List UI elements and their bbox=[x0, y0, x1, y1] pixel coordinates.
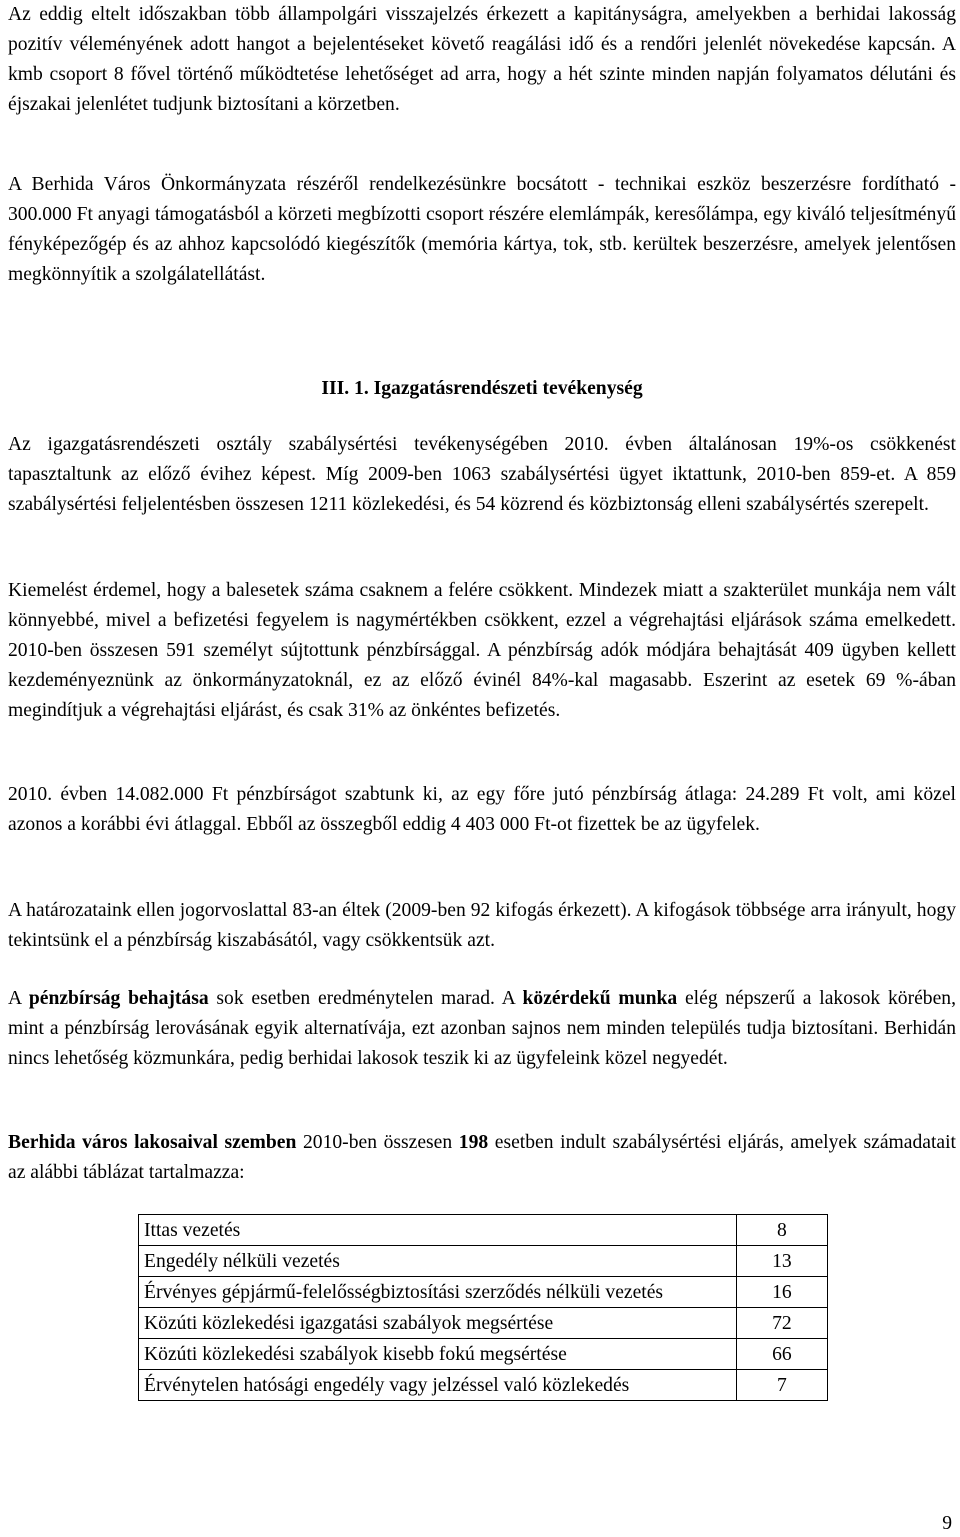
p8-bold-count: 198 bbox=[458, 1132, 489, 1153]
table-cell-label: Ittas vezetés bbox=[139, 1215, 737, 1246]
table-cell-label: Közúti közlekedési szabályok kisebb fokú megsértése bbox=[139, 1339, 737, 1370]
p7-bold-public-work: közérdekű munka bbox=[522, 988, 678, 1009]
paragraph-fine-totals: 2010. évben 14.082.000 Ft pénzbírságot szabtunk ki, az egy főre jutó pénzbírság átlaga: 24.289 Ft volt, ami közel azonos a korábbi évi átlaggal. Ebből az összegből eddig 4 403 000 Ft-ot fizettek be az ügyfelek. bbox=[8, 784, 956, 835]
table-row bbox=[139, 1277, 828, 1308]
table-cell-value: 66 bbox=[736, 1339, 827, 1370]
p8-bold-berhida: Berhida város lakosaival szemben bbox=[8, 1132, 297, 1153]
paragraph-fine-collection bbox=[8, 984, 956, 1074]
paragraph-appeals: A határozataink ellen jogorvoslattal 83-an éltek (2009-ben 92 kifogás érkezett). A kifogások többsége arra irányult, hogy tekintsünk el a pénzbírság kiszabásától, vagy csökkentsük azt. bbox=[8, 900, 956, 951]
page-number: 9 bbox=[942, 1513, 952, 1534]
p7-text-2: sok esetben eredménytelen marad. A bbox=[208, 988, 523, 1009]
table-cell-value: 7 bbox=[736, 1370, 827, 1401]
paragraph-offense-statistics: Az igazgatásrendészeti osztály szabálysértési tevékenységében 2010. évben általánosan 19%-os csökkenést tapasztaltunk az előző évihez képest. Míg 2009-ben 1063 szabálysértési ügyet iktattunk, 2010-ben 859-et. A 859 szabálysértési feljelentésben összesen 1211 közlekedési, és 54 közrend és közbiztonság elleni szabálysértés szerepelt. bbox=[8, 434, 956, 515]
table-cell-label: Engedély nélküli vezetés bbox=[139, 1246, 737, 1277]
table-cell-label: Érvénytelen hatósági engedély vagy jelzéssel való közlekedés bbox=[139, 1370, 737, 1401]
offense-table bbox=[138, 1214, 828, 1401]
p7-bold-fine-collection: pénzbírság behajtása bbox=[28, 988, 209, 1009]
p8-text-1: 2010-ben összesen bbox=[296, 1132, 459, 1153]
paragraph-kmb-presence: Az eddig eltelt időszakban több állampolgári visszajelzés érkezett a kapitányságra, amelyekben a berhidai lakosság pozitív véleményének adott hangot a bejelentéseket követő reagálási idő és a rendőri jelenlét növekedése kapcsán. A kmb csoport 8 fővel történő működtetése lehetőséget ad arra, hogy a hét szinte minden napján folyamatos délutáni és éjszakai jelenlétet tudjunk biztosítani a körzetben. bbox=[8, 4, 956, 115]
table-row bbox=[139, 1308, 828, 1339]
table-cell-value: 16 bbox=[736, 1277, 827, 1308]
table-cell-label: Érvényes gépjármű-felelősségbiztosítási szerződés nélküli vezetés bbox=[139, 1277, 737, 1308]
paragraph-equipment-support: A Berhida Város Önkormányzata részéről rendelkezésünkre bocsátott - technikai eszköz beszerzésre fordítható - 300.000 Ft anyagi támogatásból a körzeti megbízotti csoport részére elemlámpák, keresőlámpa, egy kiváló teljesítményű fényképezőgép és az ahhoz kapcsolódó kiegészítők (memória kártya, tok, stb. kerültek beszerzésre, amelyek jelentősen megkönnyítik a szolgálatellátást. bbox=[8, 174, 956, 285]
p7-text-3: elég népszerű a lakosok körében, mint a pénzbírság lerovásának egyik alternatívája, ezt azonban sajnos nem minden település tudja biztosítani. Berhidán nincs lehetőség közmunkára, pedig berhidai lakosok teszik ki az ügyfeleink közel negyedét. bbox=[8, 988, 956, 1069]
p7-text-1: A bbox=[8, 988, 29, 1009]
paragraph-accidents-fines: Kiemelést érdemel, hogy a balesetek száma csaknem a felére csökkent. Mindezek miatt a szakterület munkája nem vált könnyebbé, mivel a befizetési fegyelem is nagymértékben csökkent, ezzel a végrehajtási eljárások száma emelkedett. 2010-ben összesen 591 személyt sújtottunk pénzbírsággal. A pénzbírság adók módjára behajtását 409 ügyben kellett kezdeményeznünk az önkormányzatoknál, ez az előző évinél 84%-kal magasabb. Eszerint az esetek 69 %-ában megindítjuk a végrehajtási eljárást, és csak 31% az önkéntes befizetés. bbox=[8, 580, 956, 721]
paragraph-berhida-cases bbox=[8, 1128, 956, 1188]
p8-text-2: esetben indult szabálysértési eljárás, amelyek számadatait az alábbi táblázat tartalmazza: bbox=[8, 1132, 956, 1183]
section-heading: III. 1. Igazgatásrendészeti tevékenység bbox=[321, 378, 643, 399]
table-row bbox=[139, 1246, 828, 1277]
table-cell-value: 8 bbox=[736, 1215, 827, 1246]
table-cell-value: 72 bbox=[736, 1308, 827, 1339]
table-row bbox=[139, 1339, 828, 1370]
table-cell-label: Közúti közlekedési igazgatási szabályok megsértése bbox=[139, 1308, 737, 1339]
table-cell-value: 13 bbox=[736, 1246, 827, 1277]
table-row bbox=[139, 1215, 828, 1246]
table-row bbox=[139, 1370, 828, 1401]
